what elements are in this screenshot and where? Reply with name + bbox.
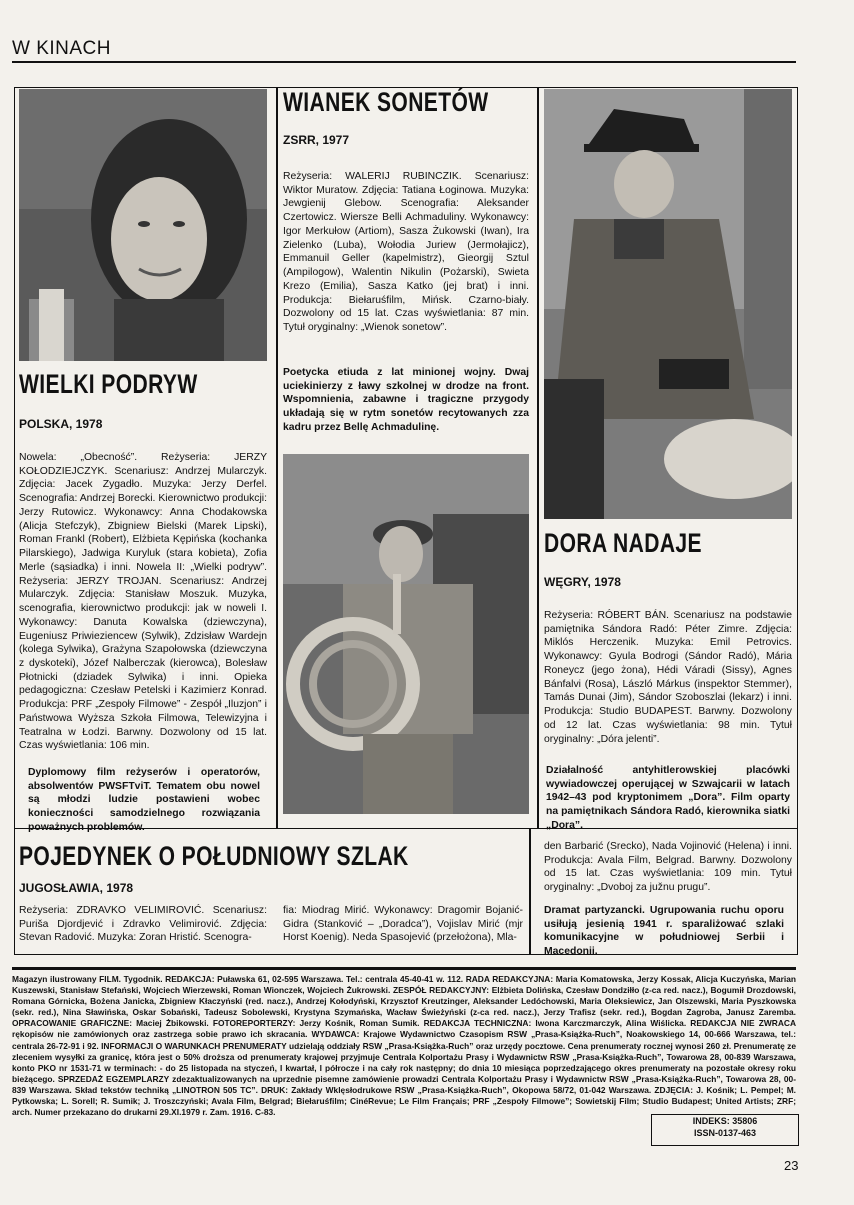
- film-credits-pojedynek-part2: fia: Miodrag Mirić. Wykonawcy: Dragomir Bojanić-Gidra (Stanković – „Doradca”), Vojislav Mirić (mjr Horst Koenig). Neda Spasojević (przełożona), Mla-: [283, 905, 523, 944]
- film-title-pojedynek: POJEDYNEK O POŁUDNIOWY SZLAK: [19, 841, 409, 871]
- photo-wielki-podryw: [19, 89, 267, 361]
- film-credits-pojedynek-part1: Reżyseria: ZDRAVKO VELIMIROVIĆ. Scenariusz: Puriša Djordjević i Zdravko Velimirović. Zdjęcia: Stevan Radović. Muzyka: Zoran Hristić. Scenogra-: [19, 905, 267, 944]
- film-blurb-wianek-sonetow: Poetycka etiuda z lat minionej wojny. Dwaj uciekinierzy z ławy szkolnej w drodze na front. Wspomnienia, zabawne i tragiczne przygody układają się w rytm sonetów recytowanych zza kadru przez Bellę Achmadulinę.: [283, 367, 529, 433]
- film-blurb-pojedynek: Dramat partyzancki. Ugrupowania ruchu oporu usiłują jesienią 1941 r. sparaliżować szlaki komunikacyjne w południowej Serbii i Macedonii.: [544, 905, 784, 958]
- film-credits-pojedynek-part3: den Barbarić (Srecko), Nada Vojinović (Helena) i inni. Produkcja: Avala Film, Belgrad. Barwny. Dozwolony od 15 lat. Czas wyświetlania: 109 min. Tytuł oryginalny: „Dvoboj za južnu prugu”.: [544, 841, 792, 894]
- film-blurb-dora-nadaje: Działalność antyhitlerowskiej placówki wywiadowczej operującej w Szwajcarii w latach 1942–43 pod kryptonimem „Dora”. Film oparty na pamiętnikach Sándora Radó, kierownika siatki „Dora”.: [546, 765, 790, 831]
- column-divider-left: [276, 87, 278, 829]
- issn-number: ISSN-0137-463: [693, 1128, 757, 1139]
- film-title-wielki-podryw: WIELKI PODRYW: [19, 369, 198, 399]
- film-origin-wianek-sonetow: ZSRR, 1977: [283, 133, 350, 147]
- film-origin-dora-nadaje: WĘGRY, 1978: [544, 575, 621, 589]
- film-blurb-wielki-podryw: Dyplomowy film reżyserów i operatorów, absolwentów PWSFTviT. Tematem obu nowel są młodzi ludzie postawieni wobec konieczności samodzielnego rozwiązania poważnych problemów.: [28, 767, 260, 833]
- film-origin-wielki-podryw: POLSKA, 1978: [19, 417, 103, 431]
- lower-divider: [529, 829, 531, 955]
- film-credits-wianek-sonetow: Reżyseria: WALERIJ RUBINCZIK. Scenariusz: Wiktor Muratow. Zdjęcia: Tatiana Łoginowa. Muzyka: Jewgienij Glebow. Scenografia: Aleksander Czertowicz. Wiersze Belli Achmaduliny. Wykonawcy: Igor Merkułow (Artiom), Sasza Żukowski (Iwan), Ira Zielenko (Luba), Wołodia Juriew (Jermołajicz), Emmanuil Geller (kapelmistrz), Gieorgij Sztul (Ampilogow), Walentin Nikulin (Pożarski), Swieta Krezo (Emilia), Sasza Katko (jej brat) i inni. Produkcja: Biełaruśfilm, Mińsk. Czarno-biały. Dozwolony od 15 lat. Czas wyświetlania: 87 min. Tytuł oryginalny: „Wienok sonetow”.: [283, 171, 529, 334]
- film-origin-pojedynek: JUGOSŁAWIA, 1978: [19, 881, 134, 895]
- column-divider-right: [537, 87, 539, 829]
- film-title-wianek-sonetow: WIANEK SONETÓW: [283, 87, 489, 117]
- masthead-rule: [12, 967, 796, 970]
- film-title-dora-nadaje: DORA NADAJE: [544, 528, 702, 558]
- masthead-text: Magazyn ilustrowany FILM. Tygodnik. REDAKCJA: Puławska 61, 02-595 Warszawa. Tel.: centrala 45-40-41 w. 112. RADA REDAKCYJNA: Maria Komatowska, Jerzy Kossak, Alicja Kuczyńska, Marian Kuszewski, Stanisław Stefański, Wojciech Wierzewski, Roman Wionczek, Wojciech Żukrowski. ZESPÓŁ REDAKCYJNY: Elżbieta Dolińska, Czesław Dondziłło (z-ca red. nacz.), Bogumił Drozdowski, Romana Górnicka, Bożena Janicka, Zbigniew Kłaczyński (red. nacz.), Andrzej Kołodyński, Krzysztof Kreutzinger, Aleksander Ledóchowski, Maria Oleksiewicz, Jan Olszewski, Maria Pyszkowska (sekr. red.), Nina Sławińska, Oskar Sobański, Tadeusz Sobolewski, Krystyna Szymańska, Wacław Świeżyński (z-ca red. nacz.), Jerzy Trafisz (sekr. red.), Bogdan Zagroba, Janusz Zaremba. OPRACOWANIE GRAFICZNE: Maciej Żbikowski. FOTOREPORTERZY: Jerzy Kośnik, Roman Sumik. REDAKCJA TECHNICZNA: Iwona Karczmarczyk, Alina Wiślicka. REDAKCJA NIE ZWRACA rękopisów nie zamówionych oraz zastrzega sobie prawo ich skracania. WYDAWCA: Krajowe Wydawnictwo Czasopism RSW „Prasa-Książka-Ruch”, Noakowskiego 14, 00-666 Warszawa, tel.: centrala 26-72-91 i 92. INFORMACJI O WARUNKACH PRENUMERATY udzielają oddziały RSW „Prasa-Książka-Ruch” oraz urzędy pocztowe. Cena prenumeraty rocznej wynosi 260 zł. Prenumeratę ze zleceniem wysyłki za granicę, która jest o 50% droższa od prenumeraty krajowej przyjmuje Centrala Kolportażu Prasy i Wydawnictw RSW „Prasa-Książka-Ruch”, Towarowa 28, 00-839 Warszawa, konto PKO nr 1531-71 w terminach: - do 25 listopada na styczeń, I kwartał, I półrocze i na cały rok następny; do dnia 10 miesiąca poprzedzającego okres prenumeraty na pozostałe okresy roku bieżącego. SPRZEDAŻ EGZEMPLARZY zdezaktualizowanych na uprzednie pisemne zamówienie prowadzi Centrala Kolportażu Prasy i Wydawnictw RSW „Prasa-Książka-Ruch”, Towarowa 28, 00-839 Warszawa. Skład tekstów techniką „LINOTRON 505 TC”. DRUK: Zakłady Wklęsłodrukowe RSW „Prasa-Książka-Ruch”, Okopowa 58/72, 01-042 Warszawa. ZDJĘCIA: J. Kośnik; L. Pempel; M. Pytkowska; L. Sorell; R. Sumik; J. Troszczyński; Avala Film, Belgrad; Biełaruśfilm; CinéRevue; Le Film Français; PRF „Zespoły Filmowe”; Sowietskij Film; Studio Budapest; United Artists; ZRF; arch. Numer przekazano do drukarni 29.XI.1979 r. Zam. 1916. C-83.: [12, 974, 796, 1118]
- film-credits-wielki-podryw: Nowela: „Obecność”. Reżyseria: JERZY KOŁODZIEJCZYK. Scenariusz: Andrzej Mularczyk. Zdjęcia: Jacek Zygadło. Muzyka: Jerzy Derfel. Scenografia: Andrzej Borecki. Kierownictwo produkcji: Jerzy Rutowicz. Wykonawcy: Anna Chodakowska (Alicja Stefczyk), Zbigniew Bielski (Marek Lipski), Roman Frankl (Robert), Elżbieta Kępińska (kochanka Pilarskiego), Jadwiga Kuryluk (stara kobieta), Zofia Merle (sąsiadka) i inni. Nowela II: „Wielki podryw”. Reżyseria: JERZY TROJAN. Scenariusz: Andrzej Mularczyk. Zdjęcia: Stanisław Moszuk. Muzyka, scenografia, kierownictwo produkcji: jak w noweli I. Wykonawcy: Danuta Kowalska (dziewczyna), Eugeniusz Priwieziencew (Sylwik), Zdzisław Wardejn (kolega Sylwika), Grażyna Szapołowska (dziewczyna z dyskoteki), Józef Nalberczak (kierowca), Bolesław Płotnicki (dziadek Sylwika) i inni. Opieka pedagogiczna: Czesław Petelski i Kazimierz Konrad. Produkcja: PRF „Zespoły Filmowe” - Zespół „Iluzjon” i Państwowa Wyższa Szkoła Filmowa, Telewizyjna i Teatralna w Łodzi. Barwny. Dozwolony od 15 lat. Czas wyświetlania: 106 min.: [19, 452, 267, 752]
- index-number: INDEKS: 35806: [692, 1116, 758, 1126]
- photo-wianek-sonetow: [283, 454, 529, 814]
- photo-dora-nadaje: [544, 89, 792, 519]
- index-box: [651, 1114, 799, 1146]
- top-rule: [12, 61, 796, 63]
- film-credits-dora-nadaje: Reżyseria: RÓBERT BÁN. Scenariusz na podstawie pamiętnika Sándora Radó: Péter Zimre. Zdjęcia: Miklós Herczenik. Muzyka: Emil Petrovics. Wykonawcy: Gyula Bodrogi (Sándor Radó), Mária Roneycz (jego żona), Hédi Váradi (Sissy), Agnes Bánfalvi (Rosa), László Márkus (inspektor Stemmer), Tamás Dunai (Jim), Sándor Szoboszlai (lekarz) i inni. Produkcja: Studio BUDAPEST. Barwny. Dozwolony od 12 lat. Czas wyświetlania: 98 min. Tytuł oryginalny: „Dóra jelenti”.: [544, 610, 792, 745]
- section-heading: W KINACH: [12, 38, 111, 59]
- page-number: 23: [784, 1158, 799, 1173]
